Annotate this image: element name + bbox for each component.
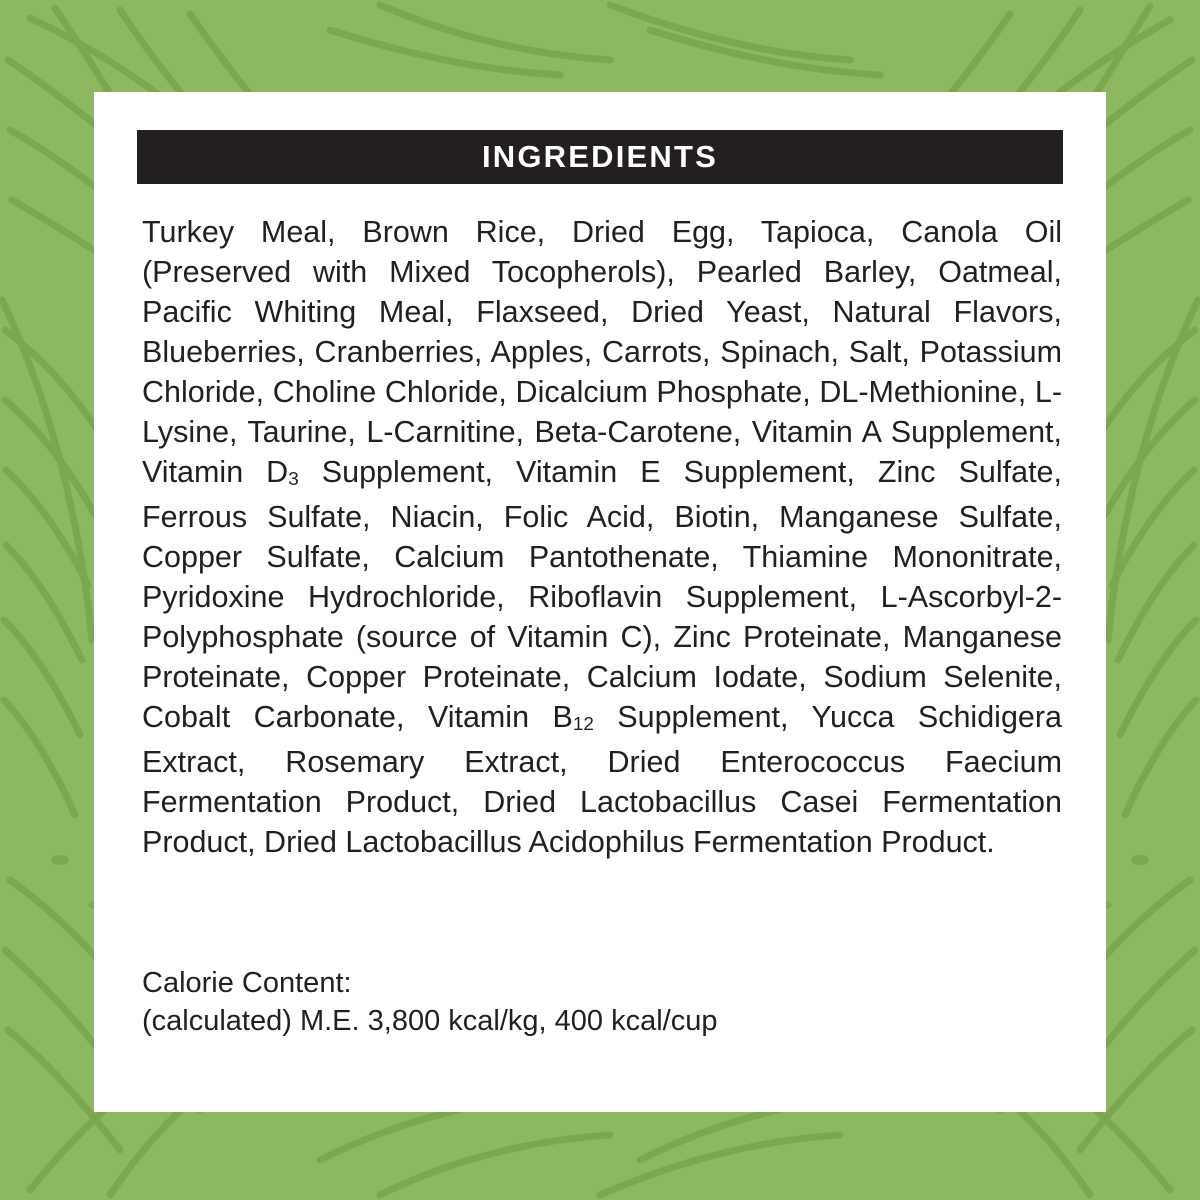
page-title: INGREDIENTS xyxy=(481,139,719,174)
vitamin-b12-subscript: 12 xyxy=(572,714,594,735)
ingredients-text-part1: Turkey Meal, Brown Rice, Dried Egg, Tapioca, Canola Oil (Preserved with Mixed Tocopherols), Pearled Barley, Oatmeal, Pacific Whiting Meal, Flaxseed, Dried Yeast, Natural Flavors, Blueberries, Cranberries, Apples, Carrots, Spinach, Salt, Potassium Chloride, Choline Chloride, Dicalcium Phosphate, DL-Methionine, L-Lysine, Taurine, L-Carnitine, Beta-Carotene, Vitamin A Supplement, Vitamin D xyxy=(142,215,1062,489)
calorie-content-block xyxy=(142,964,1062,1040)
calorie-content-label: Calorie Content: xyxy=(142,967,352,999)
vitamin-d3-subscript: 3 xyxy=(288,469,299,490)
ingredients-text-part2: Supplement, Vitamin E Supplement, Zinc Sulfate, Ferrous Sulfate, Niacin, Folic Acid, Biotin, Manganese Sulfate, Copper Sulfate, Calcium Pantothenate, Thiamine Mononitrate, Pyridoxine Hydrochloride, Riboflavin Supplement, L-Ascorbyl-2-Polyphosphate (source of Vitamin C), Zinc Proteinate, Manganese Proteinate, Copper Proteinate, Calcium Iodate, Sodium Selenite, Cobalt Carbonate, Vitamin B xyxy=(142,455,1062,734)
calorie-content-value: (calculated) M.E. 3,800 kcal/kg, 400 kcal/cup xyxy=(142,1005,718,1037)
ingredients-list-text xyxy=(142,212,1062,862)
ingredients-header-bar xyxy=(137,130,1063,184)
ingredients-card xyxy=(94,92,1106,1112)
ingredients-text-part3: Supplement, Yucca Schidigera Extract, Rosemary Extract, Dried Enterococcus Faecium Fermentation Product, Dried Lactobacillus Casei Fermentation Product, Dried Lactobacillus Acidophilus Fermentation Product. xyxy=(142,700,1062,859)
